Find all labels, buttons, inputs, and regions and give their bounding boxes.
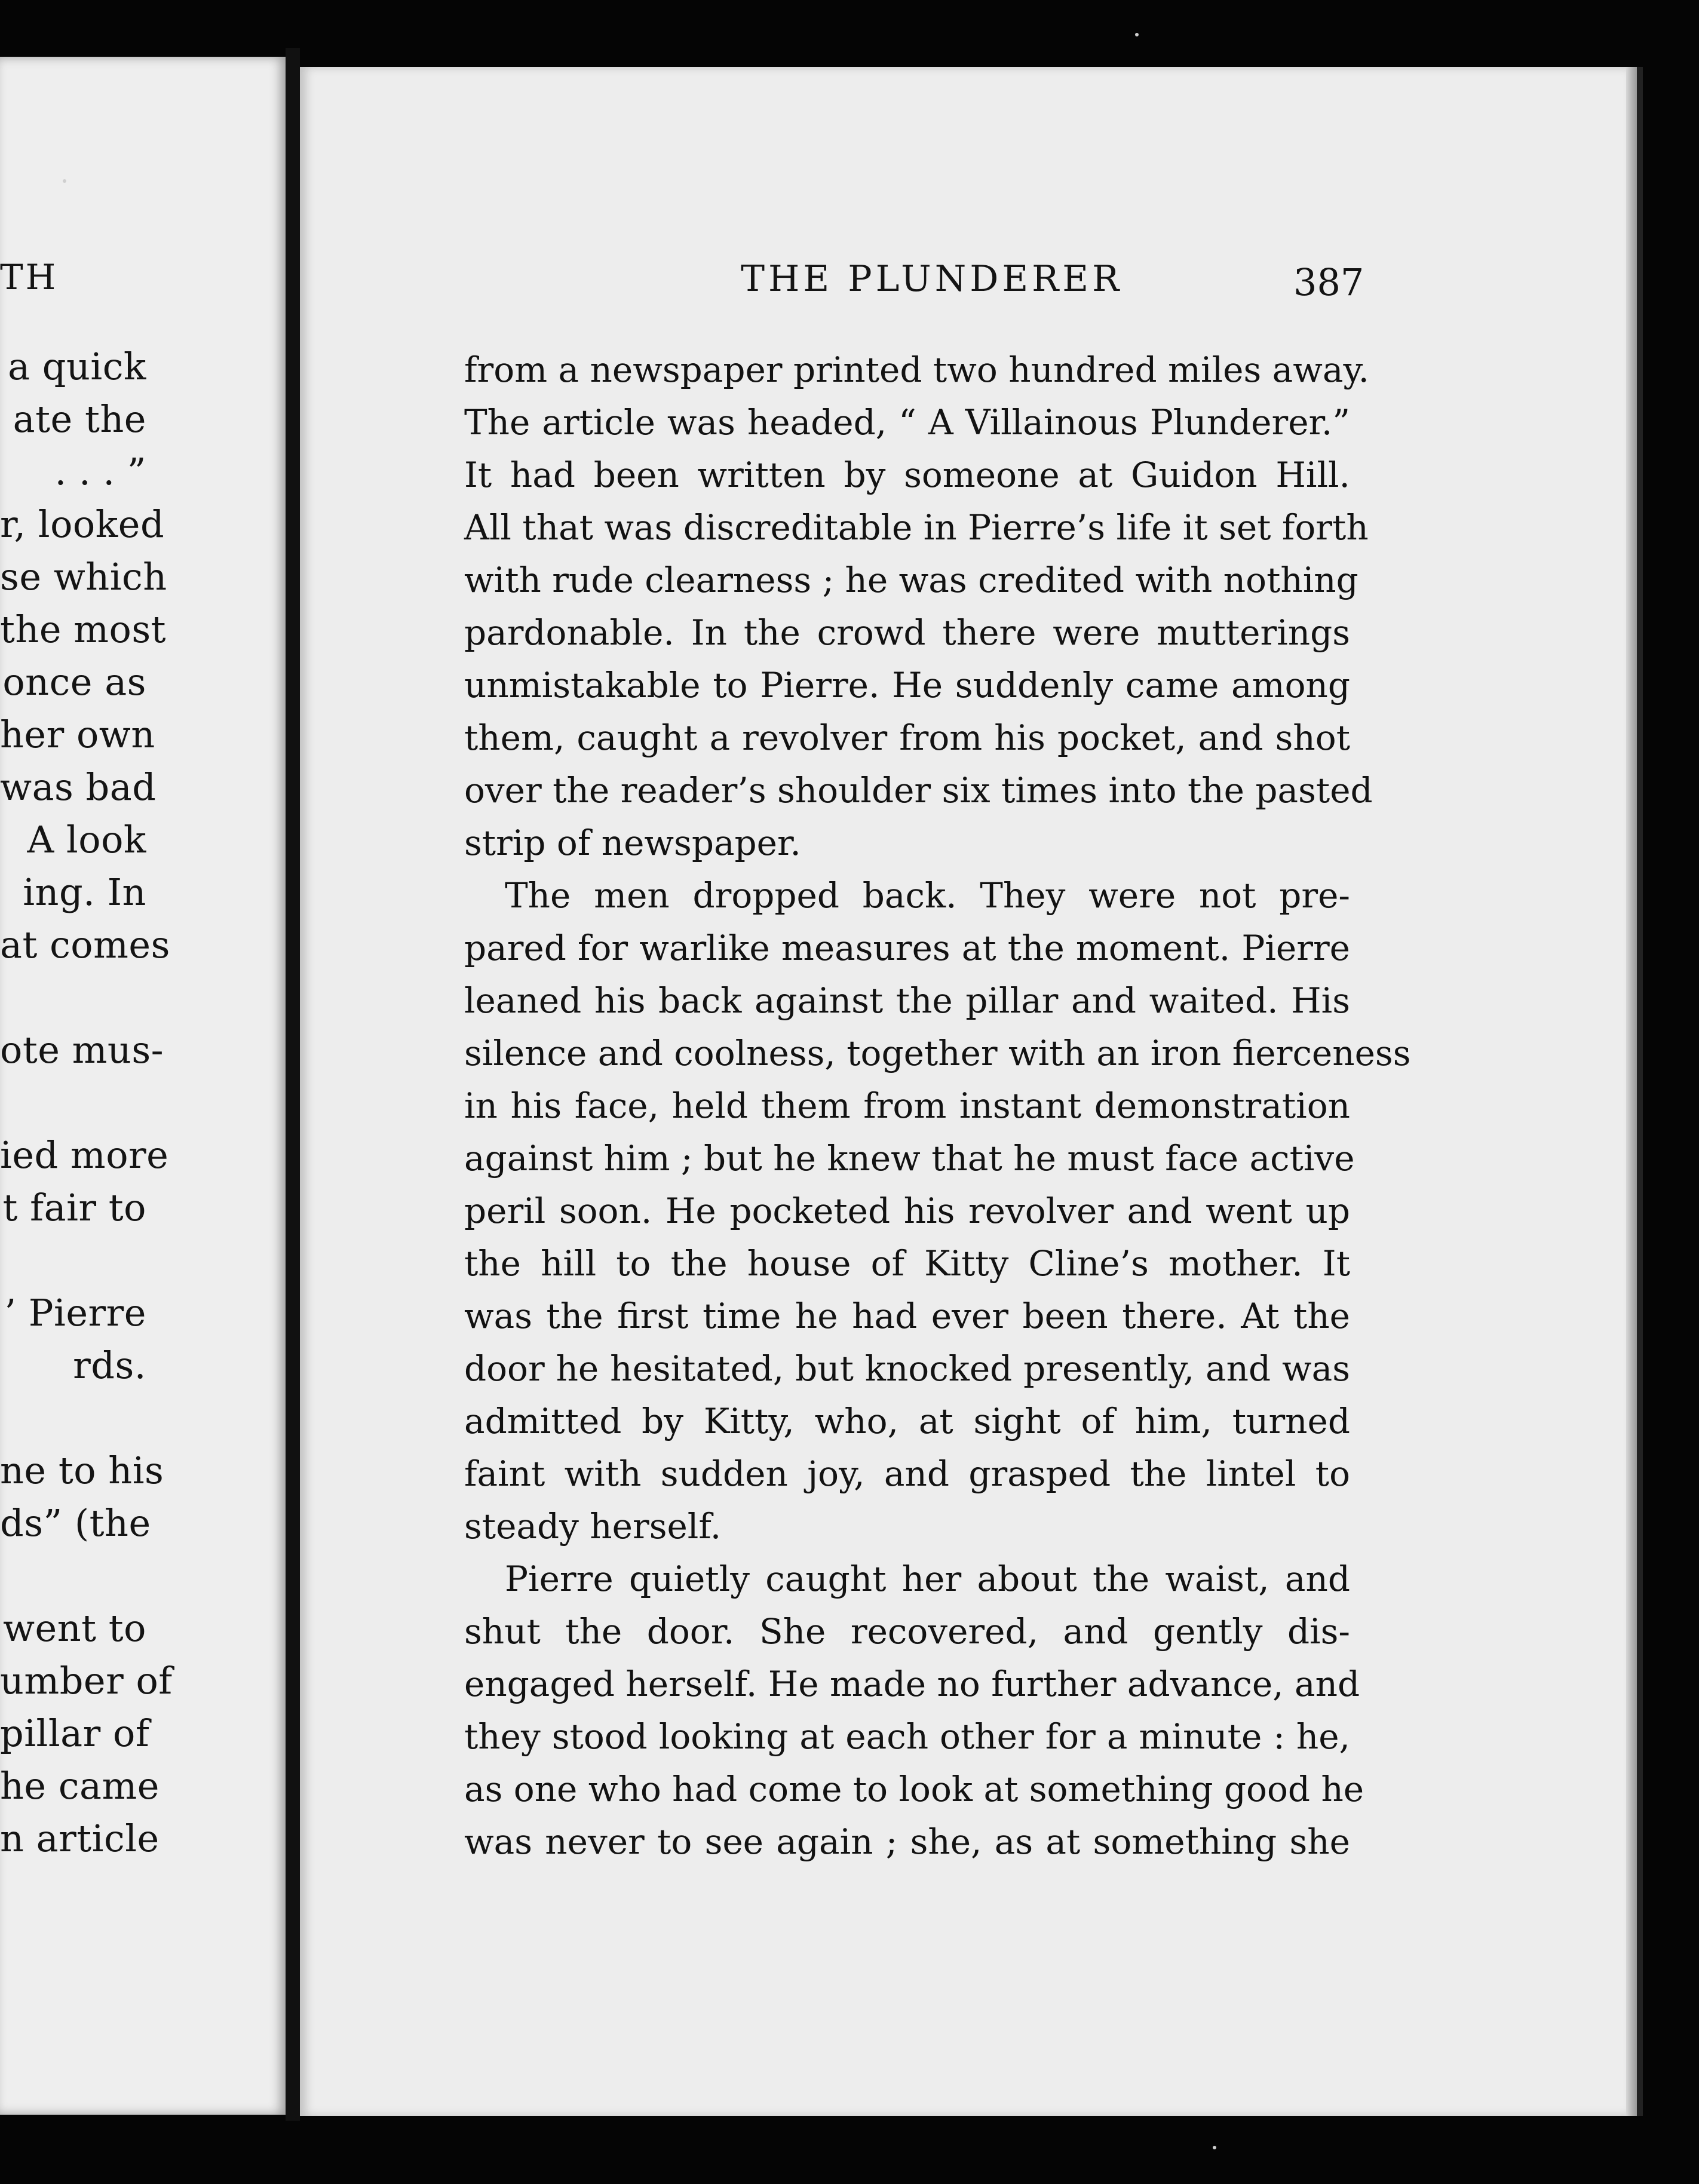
left-text-line: at comes — [0, 923, 170, 967]
book-gutter — [286, 48, 300, 2121]
body-line: they stood looking at each other for a minute : he, — [464, 1716, 1350, 1757]
left-text-line: r, looked — [0, 502, 165, 546]
body-line: the hill to the house of Kitty Cline’s mother. It — [464, 1243, 1350, 1284]
left-text-line: umber of — [0, 1659, 173, 1703]
body-line: admitted by Kitty, who, at sight of him, turned — [464, 1401, 1350, 1441]
body-line: It had been written by someone at Guidon Hill. — [464, 455, 1350, 495]
body-line: from a newspaper printed two hundred miles away. — [464, 349, 1369, 390]
left-text-line: was bad — [0, 765, 157, 809]
left-text-line: her own — [0, 713, 155, 756]
body-line: engaged herself. He made no further advance, and — [464, 1664, 1360, 1704]
paragraph-first-line: The men dropped back. They were not pre- — [505, 875, 1350, 916]
left-text-line: ds” (the — [0, 1501, 151, 1545]
body-line: door he hesitated, but knocked presently, and was — [464, 1348, 1350, 1389]
scan-speck — [63, 179, 66, 183]
left-text-line: ’ Pierre — [4, 1291, 146, 1335]
paragraph-last-line: steady herself. — [464, 1506, 722, 1547]
left-text-line — [0, 1392, 146, 1444]
body-line: was the first time he had ever been there. At the — [464, 1296, 1350, 1336]
body-line: silence and coolness, together with an iron fierceness — [464, 1033, 1411, 1073]
left-text-line: ing. In — [23, 870, 146, 914]
left-text-line: ate the — [13, 397, 146, 441]
left-text-line: ied more — [0, 1133, 169, 1177]
body-line: pardonable. In the crowd there were mutterings — [464, 612, 1350, 653]
left-text-line: a quick — [8, 345, 146, 388]
left-text-line — [0, 1076, 146, 1129]
left-text-line — [0, 1234, 146, 1287]
body-line: leaned his back against the pillar and waited. His — [464, 980, 1350, 1021]
body-line: was never to see again ; she, as at something she — [464, 1821, 1350, 1862]
body-line: in his face, held them from instant demonstration — [464, 1085, 1350, 1126]
running-head: THE PLUNDERER — [741, 258, 1123, 300]
left-text-line: once as — [2, 660, 146, 704]
left-text-line — [0, 971, 146, 1024]
left-text-line: rds. — [73, 1343, 146, 1387]
body-line: as one who had come to look at something good he — [464, 1769, 1364, 1809]
paragraph-first-line: Pierre quietly caught her about the waist, and — [505, 1559, 1350, 1599]
left-running-head: TH — [0, 257, 59, 297]
body-line: faint with sudden joy, and grasped the lintel to — [464, 1453, 1350, 1494]
page-number: 387 — [1293, 260, 1364, 304]
left-text-line: he came — [0, 1764, 160, 1808]
body-text — [464, 343, 1411, 1868]
left-text-line: went to — [2, 1606, 146, 1650]
paragraph-last-line: strip of newspaper. — [464, 823, 801, 863]
left-text-line: ote mus- — [0, 1028, 164, 1072]
body-line: shut the door. She recovered, and gently dis- — [464, 1611, 1350, 1652]
left-text-line: ne to his — [0, 1449, 164, 1492]
left-text-line: . . . ” — [54, 450, 146, 493]
left-text-line — [0, 1550, 146, 1602]
left-text-line: the most — [0, 608, 167, 651]
scan-speck — [1213, 2146, 1216, 2149]
body-line: them, caught a revolver from his pocket, and shot — [464, 717, 1350, 758]
body-line: peril soon. He pocketed his revolver and went up — [464, 1191, 1350, 1231]
body-line: unmistakable to Pierre. He suddenly came among — [464, 665, 1350, 705]
body-line: pared for warlike measures at the moment. Pierre — [464, 928, 1350, 968]
scan-speck — [1135, 33, 1139, 36]
left-text-line: n article — [0, 1817, 160, 1860]
body-line: over the reader’s shoulder six times into the pasted — [464, 770, 1373, 811]
body-line: with rude clearness ; he was credited with nothing — [464, 560, 1358, 600]
left-text-line: t fair to — [2, 1186, 146, 1229]
body-line: The article was headed, “ A Villainous Plunderer.” — [464, 402, 1350, 443]
left-page-text — [0, 341, 173, 1865]
body-line: All that was discreditable in Pierre’s life it set forth — [464, 507, 1369, 548]
body-line: against him ; but he knew that he must face active — [464, 1138, 1355, 1179]
left-text-line: pillar of — [0, 1711, 150, 1755]
left-text-line: se which — [0, 555, 167, 599]
page-edge — [1626, 67, 1637, 2116]
left-text-line: A look — [27, 818, 146, 861]
